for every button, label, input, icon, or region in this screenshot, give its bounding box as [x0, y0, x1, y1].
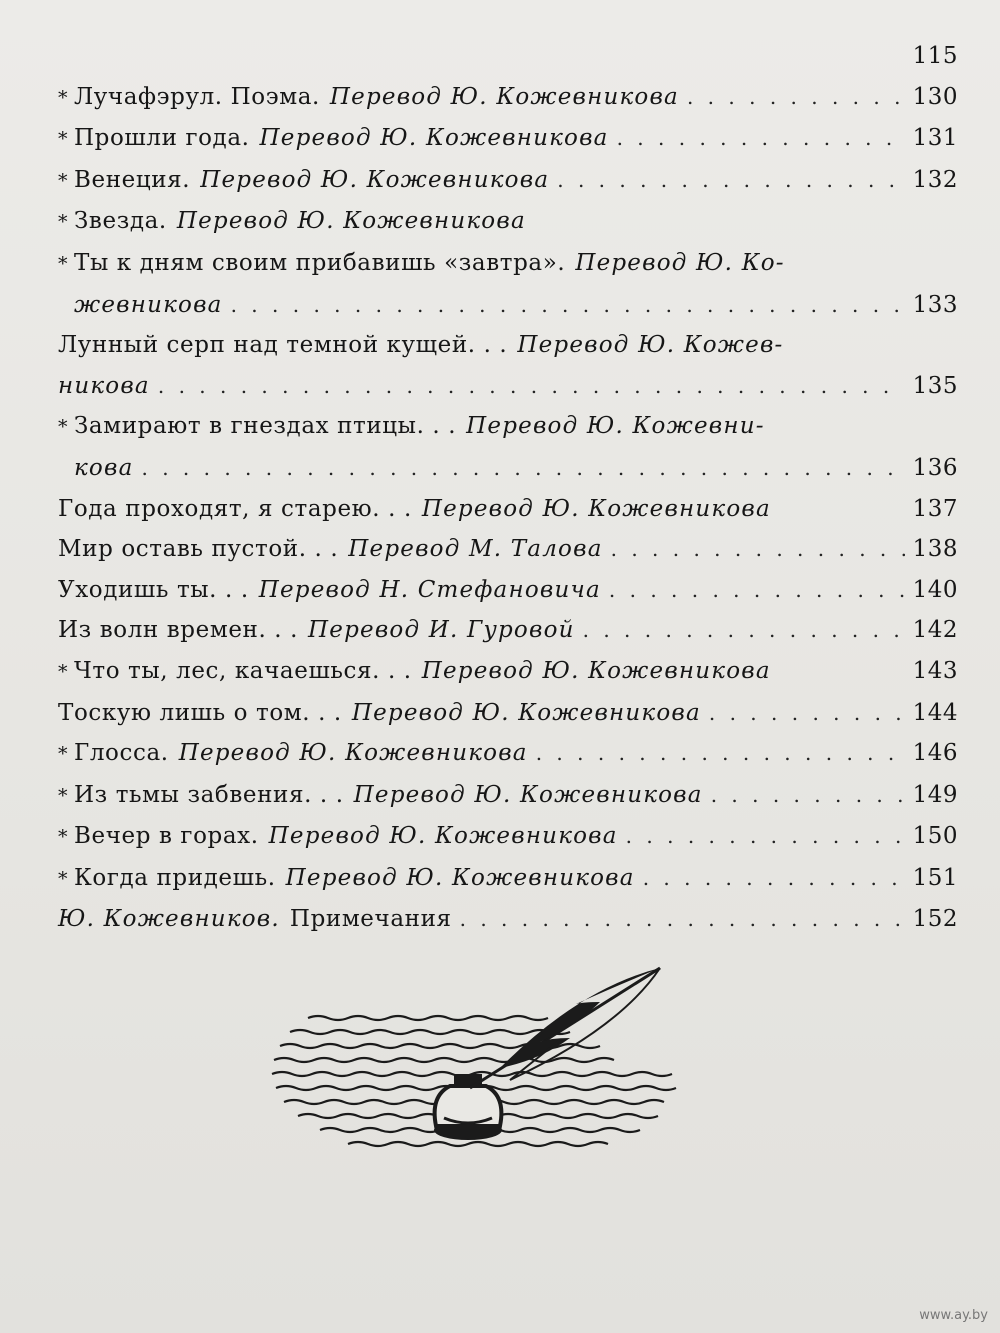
translator-continuation: кова [74, 454, 134, 481]
poem-title: Лучафэрул. Поэма. [74, 83, 320, 110]
translator: Перевод Ю. Кожевникова [176, 208, 526, 235]
asterisk-mark: * [58, 784, 68, 807]
dot-leader [583, 610, 905, 651]
page-number: 146 [912, 740, 958, 767]
translator-continuation: никова [58, 372, 150, 399]
toc-entry [58, 118, 958, 160]
toc-entry [58, 858, 958, 900]
dot-leader [609, 570, 905, 611]
dot-leader [460, 899, 905, 940]
poem-title: Тоскую лишь о том. . . [58, 699, 342, 726]
toc-entry [58, 610, 958, 651]
dot-leader [687, 77, 905, 118]
toc-entry [58, 529, 958, 570]
dot-leader [141, 448, 904, 489]
toc-entry [58, 325, 958, 406]
poem-title: Глосса. [74, 740, 169, 767]
asterisk-mark: * [58, 826, 68, 849]
translator: Перевод Ю. Кожевникова [200, 166, 550, 193]
asterisk-mark: * [58, 660, 68, 683]
page-number: 136 [912, 454, 958, 481]
poem-title: Замирают в гнездах птицы. . . [74, 413, 457, 440]
dot-leader [711, 775, 905, 816]
dot-leader [643, 858, 905, 899]
toc-entry-top [58, 36, 958, 77]
dot-leader [231, 285, 905, 326]
toc-entry [58, 775, 958, 817]
toc-entry [58, 77, 958, 119]
translator: Перевод Ю. Кожевникова [329, 83, 679, 110]
poem-title: Ты к дням своим прибавишь «завтра». [74, 249, 566, 276]
page-number: 140 [912, 576, 958, 603]
translator-continuation: жевникова [74, 291, 223, 318]
toc-entry [58, 816, 958, 858]
toc-entry [58, 160, 958, 202]
toc-entry [58, 733, 958, 775]
poem-title: Когда придешь. [74, 864, 276, 891]
page-number: 132 [912, 166, 958, 193]
toc-entry [58, 406, 958, 488]
toc-entry [58, 693, 958, 734]
page-number: 137 [912, 495, 958, 522]
watermark: www.ay.by [919, 1308, 988, 1323]
asterisk-mark: * [58, 252, 68, 275]
asterisk-mark: * [58, 867, 68, 890]
poem-title: Из волн времен. . . [58, 617, 299, 644]
translator: Перевод И. Гуровой [308, 617, 575, 644]
dot-leader [557, 160, 904, 201]
page-number: 130 [912, 83, 958, 110]
poem-title: Из тьмы забвения. . . [74, 781, 344, 808]
notes-author: Ю. Кожевников. [58, 906, 280, 933]
toc-entry [58, 489, 958, 530]
dot-leader [158, 366, 905, 407]
poem-title: Вечер в горах. [74, 823, 259, 850]
asterisk-mark: * [58, 86, 68, 109]
dot-leader [611, 529, 905, 570]
page-number: 133 [912, 291, 958, 318]
toc-entry-notes [58, 899, 958, 940]
dot-leader [536, 733, 905, 774]
translator: Перевод Ю. Кожевникова [351, 699, 701, 726]
page-number: 135 [912, 372, 958, 399]
translator: Перевод Ю. Кожевникова [421, 657, 771, 684]
poem-title: Уходишь ты. . . [58, 576, 249, 603]
page-number: 151 [912, 864, 958, 891]
translator: Перевод Ю. Кожевникова [421, 495, 771, 522]
asterisk-mark: * [58, 416, 68, 439]
page-number: 142 [912, 617, 958, 644]
poem-title: Звезда. [74, 208, 167, 235]
asterisk-mark: * [58, 743, 68, 766]
poem-title: Лунный серп над темной кущей. . . [58, 332, 508, 359]
quill-inkwell-vignette [268, 958, 688, 1178]
poem-title: Венеция. [74, 166, 191, 193]
page-number: 131 [912, 125, 958, 152]
page-number: 144 [912, 699, 958, 726]
poem-title: Что ты, лес, качаешься. . . [74, 657, 412, 684]
dot-leader [617, 118, 905, 159]
translator: Перевод Ю. Кожевникова [353, 781, 703, 808]
translator: Перевод Ю. Ко- [575, 249, 785, 276]
asterisk-mark: * [58, 169, 68, 192]
page-number: 138 [912, 536, 958, 563]
translator: Перевод Ю. Кожевни- [466, 413, 765, 440]
asterisk-mark: * [58, 211, 68, 234]
toc-entry [58, 570, 958, 611]
page-number: 115 [912, 43, 958, 69]
translator: Перевод Ю. Кожевникова [259, 125, 609, 152]
poem-title: Года проходят, я старею. . . [58, 495, 412, 522]
page-number: 150 [912, 823, 958, 850]
quill-icon [470, 968, 660, 1088]
dot-leader [709, 693, 905, 734]
page-number: 152 [912, 906, 958, 933]
poem-title: Мир оставь пустой. . . [58, 536, 339, 563]
dot-leader [626, 816, 905, 857]
translator: Перевод Ю. Кожевникова [285, 864, 635, 891]
toc-entry [58, 243, 958, 325]
translator: Перевод Н. Стефановича [258, 576, 601, 603]
translator: Перевод Ю. Кожев- [517, 332, 784, 359]
translator: Перевод М. Талова [348, 536, 603, 563]
asterisk-mark: * [58, 128, 68, 151]
toc-entry [58, 651, 958, 693]
translator: Перевод Ю. Кожевникова [268, 823, 618, 850]
toc-entry [58, 201, 958, 243]
inkwell-icon [434, 1074, 502, 1140]
translator: Перевод Ю. Кожевникова [178, 740, 528, 767]
poem-title: Прошли года. [74, 125, 250, 152]
notes-title: Примечания [289, 906, 452, 933]
page-number: 143 [912, 657, 958, 684]
table-of-contents [58, 36, 958, 940]
page-number: 149 [912, 781, 958, 808]
